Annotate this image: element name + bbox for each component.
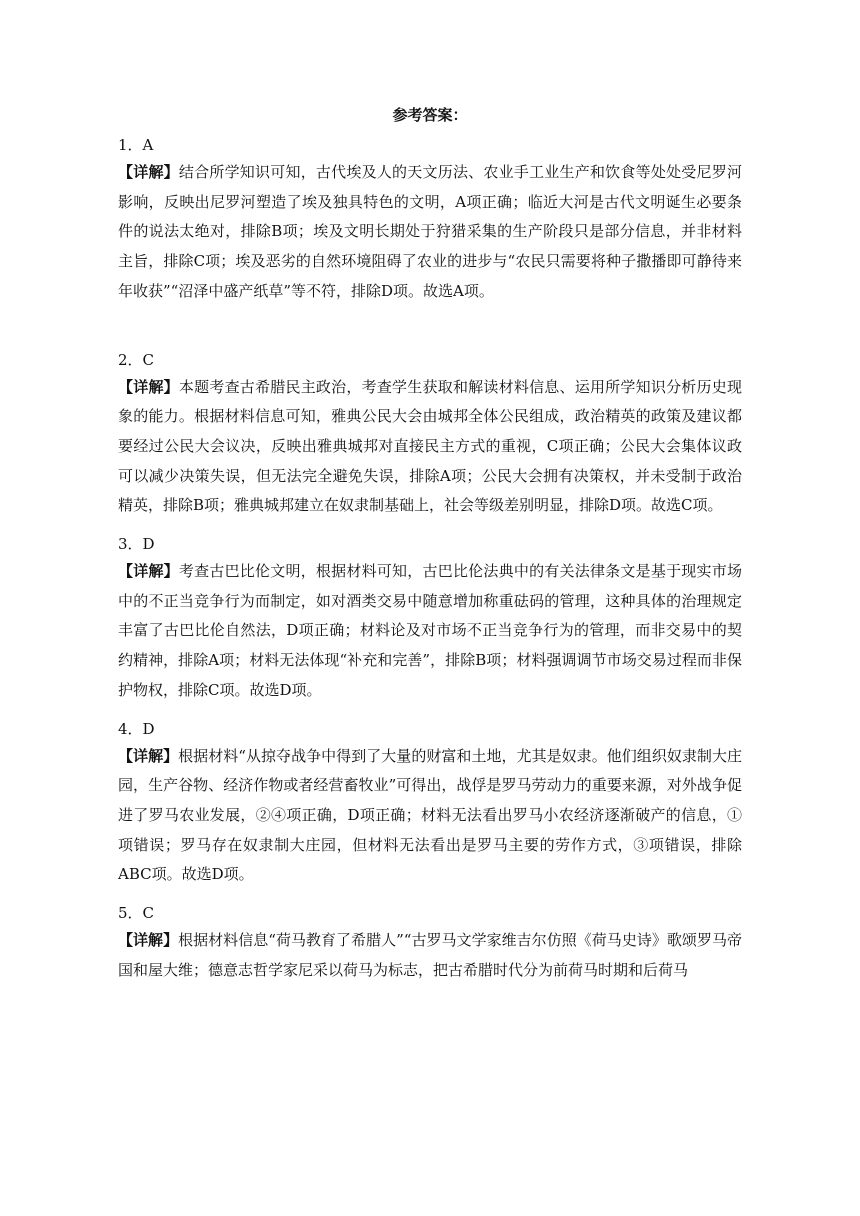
- detail-tag: 【详解】: [118, 562, 179, 581]
- page-title: 参考答案：: [392, 106, 468, 124]
- explanation-text: 本题考查古希腊民主政治，考查学生获取和解读材料信息、运用所学知识分析历史现象的能力。根据材料信息可知，雅典公民大会由城邦全体公民组成，政治精英的政策及建议都要经过公民大会议决，反映出雅典城邦对直接民主方式的重视，C项正确；公民大会集体议政可以减少决策失误，但无法完全避免失误，排除A项；公民大会拥有决策权，并未受制于政治精英，排除B项；雅典城邦建立在奴隶制基础上，社会等级差别明显，排除D项。故选C项。: [118, 377, 742, 515]
- answer-item: [118, 716, 742, 891]
- spacer: [118, 521, 742, 531]
- question-number: 4．D: [118, 719, 155, 738]
- answer-explanation: [118, 373, 742, 522]
- spacer: [118, 307, 742, 347]
- answer-explanation: [118, 158, 742, 307]
- answer-explanation: [118, 742, 742, 891]
- answer-explanation: [118, 557, 742, 706]
- explanation-text: 考查古巴比伦文明，根据材料可知，古巴比伦法典中的有关法律条文是基于现实市场中的不正当竞争行为而制定，如对酒类交易中随意增加称重砝码的管理，这种具体的治理规定丰富了古巴比伦自然法，D项正确；材料论及对市场不正当竞争行为的管理，而非交易中的契约精神，排除A项；材料无法体现“补充和完善”，排除B项；材料强调调节市场交易过程而非保护物权，排除C项。故选D项。: [118, 562, 742, 699]
- answer-item: [118, 347, 742, 522]
- answer-item: [118, 531, 742, 706]
- spacer: [118, 706, 742, 716]
- answer-item: [118, 132, 742, 307]
- detail-tag: 【详解】: [118, 746, 179, 765]
- question-number: 5．C: [118, 904, 155, 923]
- answer-item: [118, 900, 742, 985]
- answer-explanation: [118, 926, 742, 985]
- explanation-text: 结合所学知识可知，古代埃及人的天文历法、农业手工业生产和饮食等处处受尼罗河影响，反映出尼罗河塑造了埃及独具特色的文明，A项正确；临近大河是古代文明诞生必要条件的说法太绝对，排除B项；埃及文明长期处于狩猎采集的生产阶段只是部分信息，并非材料主旨，排除C项；埃及恶劣的自然环境阻碍了农业的进步与“农民只需要将种子撒播即可静待来年收获”“沼泽中盛产纸草”等不符，排除D项。故选A项。: [118, 163, 742, 300]
- question-number: 2．C: [118, 350, 155, 369]
- explanation-text: 根据材料“从掠夺战争中得到了大量的财富和土地，尤其是奴隶。他们组织奴隶制大庄园，生产谷物、经济作物或者经营畜牧业”可得出，战俘是罗马劳动力的重要来源，对外战争促进了罗马农业发展，②④项正确，D项正确；材料无法看出罗马小农经济逐渐破产的信息，①项错误；罗马存在奴隶制大庄园，但材料无法看出是罗马主要的劳作方式，③项错误，排除ABC项。故选D项。: [118, 746, 742, 884]
- question-number: 1．A: [118, 136, 154, 154]
- detail-tag: 【详解】: [118, 931, 179, 950]
- explanation-text: 根据材料信息“荷马教育了希腊人”“古罗马文学家维吉尔仿照《荷马史诗》歌颂罗马帝国和屋大维；德意志哲学家尼采以荷马为标志，把古希腊时代分为前荷马时期和后荷马: [118, 931, 742, 979]
- question-number: 3．D: [118, 535, 155, 554]
- detail-tag: 【详解】: [118, 163, 179, 181]
- detail-tag: 【详解】: [118, 377, 179, 396]
- spacer: [118, 890, 742, 900]
- answer-list: [118, 132, 742, 985]
